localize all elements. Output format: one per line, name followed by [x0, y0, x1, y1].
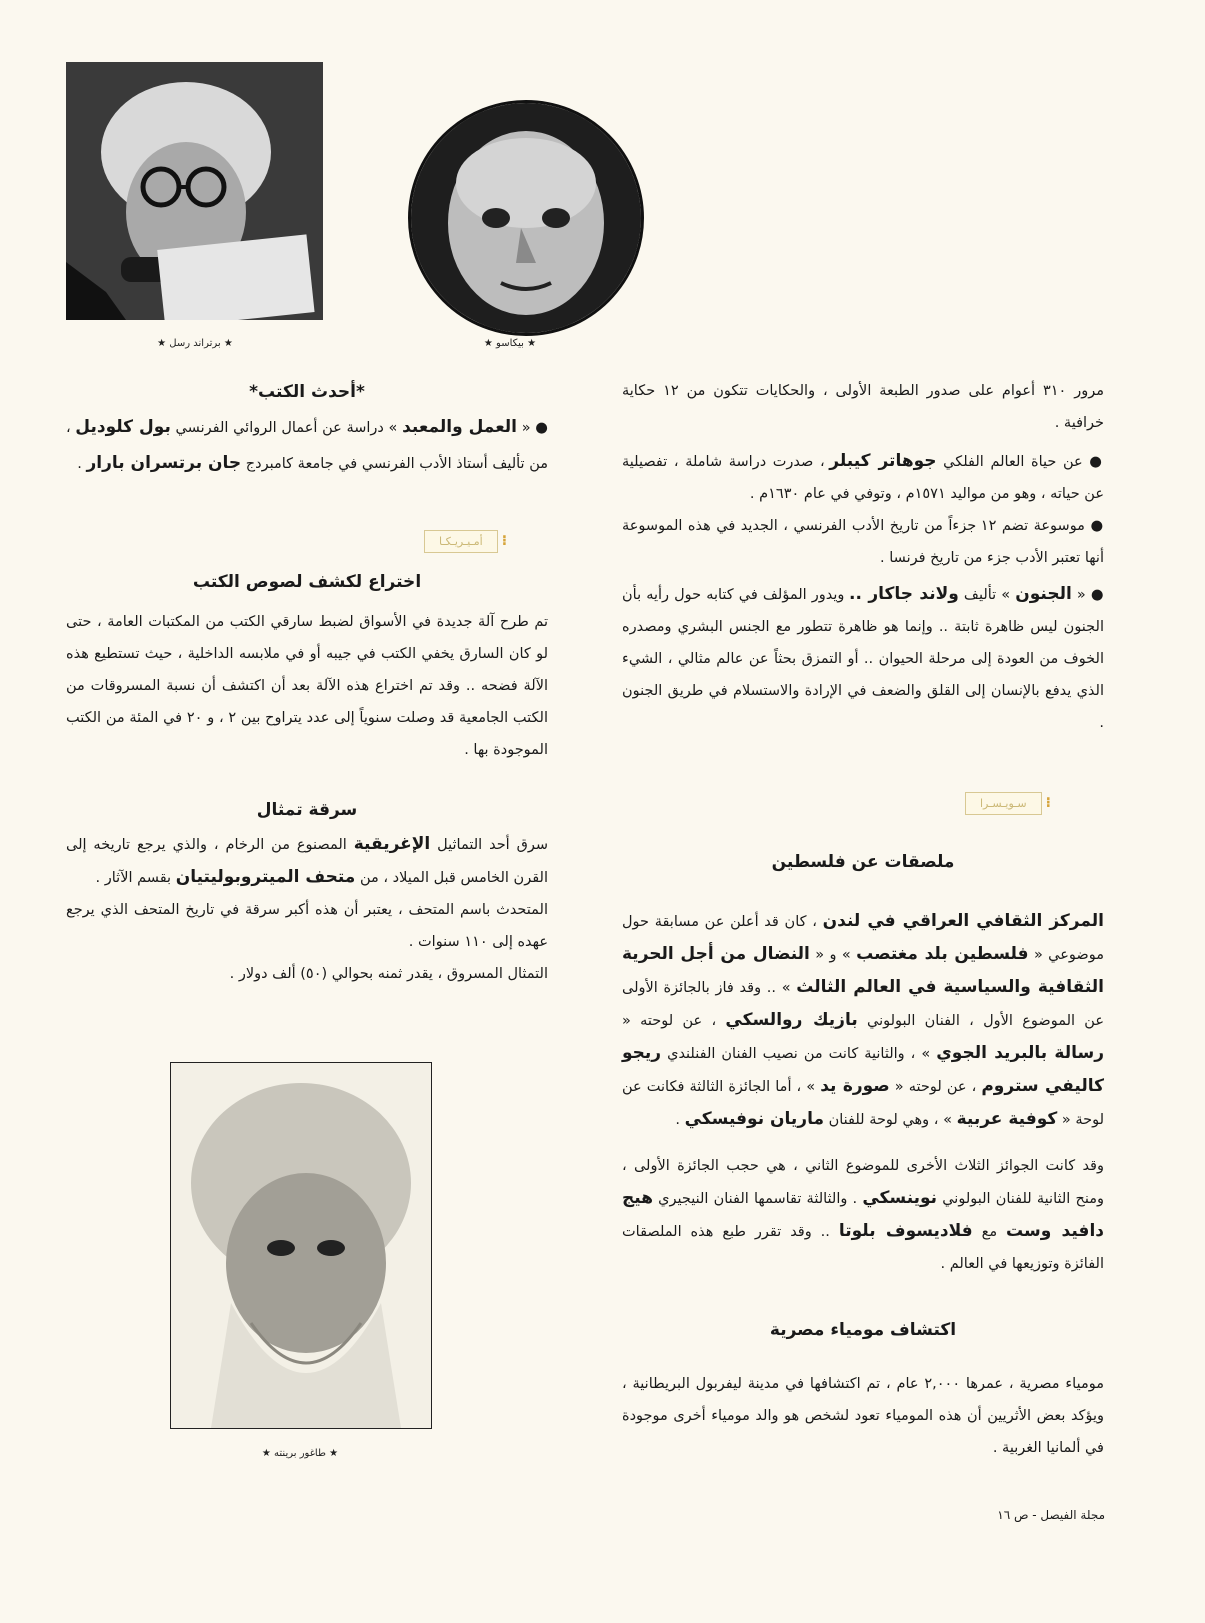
- paragraph-statue-theft: سرق أحد التماثيل الإغريقية المصنوع من الرخام ، والذي يرجع تاريخه إلى القرن الخامس قبل الميلاد ، من متحف الميتروبوليتيان بقسم الآثار .: [66, 834, 548, 887]
- paragraph-books: ● « العمل والمعبد » دراسة عن أعمال الروائي الفرنسي بول كلوديل ، من تأليف أستاذ الأدب الفرنسي في جامعة كامبردج جان برتسران بارار .: [66, 417, 548, 473]
- russell-photo: [66, 62, 323, 320]
- paragraph-kepler: ● عن حياة العالم الفلكي جوهاتر كيبلر ، صدرت دراسة شاملة ، تفصيلية عن حياته ، وهو من مواليد ١٥٧١م ، وتوفي في عام ١٦٣٠م .: [622, 451, 1104, 502]
- posters-title: ملصقات عن فلسطين: [771, 852, 955, 872]
- picasso-photo: [408, 100, 644, 336]
- mummy-body: [622, 1368, 1104, 1464]
- paragraph-statue-spokesman: المتحدث باسم المتحف ، يعتبر أن هذه أكبر سرقة في تاريخ المتحف الذي يرجع عهده إلى ١١٠ سنوات .: [66, 902, 548, 950]
- statue-body: [66, 828, 548, 990]
- tagore-photo: [170, 1062, 432, 1429]
- posters-body: [622, 905, 1104, 1280]
- paragraph-posters-second: وقد كانت الجوائز الثلاث الأخرى للموضوع الثاني ، هي حجب الجائزة الأولى ، ومنح الثانية للفنان البولوني نوينسكي . والثالثة تقاسمها الفنان النيجيري هيج دافيد وست مع فلاديسوف بلوتا .. وقد تقرر طبع هذه الملصقات الفائزة وتوزيعها في العالم .: [622, 1158, 1104, 1272]
- paragraph-encyclopedia: ● موسوعة تضم ١٢ جزءاً من تاريخ الأدب الفرنسي ، الجديد في هذه الموسوعة أنها تعتبر الأدب جزء من تاريخ فرنسا .: [622, 518, 1104, 566]
- paragraph-invention: تم طرح آلة جديدة في الأسواق لضبط سارقي الكتب من المكتبات العامة ، حتى لو كان السارق يخفي الكتب في جيبه أو في ملابسه الداخلية ، حيث تستطيع هذه الآلة فضحه .. وقد تم اختراع هذه الآلة بعد أن اكتشف أن نسبة المسروقات من الكتب الجامعية قد وصلت سنوياً إلى عدد يتراوح بين ٢ ، و ٢٠ في المئة من الكتب الموجودة بها .: [66, 614, 548, 758]
- switzerland-tag: ⁝سـويـسـرا: [965, 792, 1051, 815]
- page-folio: مجلة الفيصل - ص ١٦: [997, 1508, 1105, 1522]
- paragraph-posters-winners: المركز الثقافي العراقي في لندن ، كان قد أعلن عن مسابقة حول موضوعي « فلسطين بلد مغتصب » و « النضال من أجل الحرية الثقافية والسياسية في العالم الثالث » .. وقد فاز بالجائزة الأولى عن الموضوع الأول ، الفنان البولوني بازيك روالسكي ، عن لوحته « رسالة بالبريد الجوي » ، والثانية كانت من نصيب الفنان الفنلندي ريجو كاليفي ستروم ، عن لوحته « صورة يد » ، أما الجائزة الثالثة فكانت عن لوحة « كوفية عربية » ، وهي لوحة للفنان ماريان نوفيسكي .: [622, 911, 1105, 1129]
- right-column: [622, 375, 1104, 739]
- america-tag: ⁝أمـيـريـكـا: [424, 530, 507, 553]
- mummy-title: اكتشاف مومياء مصرية: [769, 1320, 957, 1340]
- paragraph-mummy: مومياء مصرية ، عمرها ٢,٠٠٠ عام ، تم اكتشافها في مدينة ليفربول البريطانية ، ويؤكد بعض الأثريين أن هذه المومياء تعود لشخص هو والد مومياء أخرى موجودة في ألمانيا الغربية .: [622, 1376, 1104, 1456]
- picasso-caption: ★ بيكاسو ★: [483, 338, 537, 349]
- paragraph-madness: ● « الجنون » تأليف ولاند جاكار .. ويدور المؤلف في كتابه حول رأيه بأن الجنون ليس ظاهرة ثابتة .. وإنما هو ظاهرة تتطور مع الجنس البشري ومصدره الخوف من العودة إلى مرحلة الحيوان .. أو التمزق بحثاً عن عالم مثالي ، الشيء الذي يدفع بالإنسان إلى القلق والضعف في الإرادة والاستسلام في طريق الجنون .: [622, 584, 1105, 731]
- statue-title: سرقة تمثال: [256, 800, 358, 820]
- tagore-caption: ★ طاغور برينته ★: [261, 1448, 339, 1459]
- invention-title: اختراع لكشف لصوص الكتب: [192, 572, 422, 592]
- paragraph-statue-value: التمثال المسروق ، يقدر ثمنه بحوالي (٥٠) ألف دولار .: [229, 966, 548, 982]
- books-title: *أحدث الكتب*: [249, 382, 365, 402]
- russell-caption: ★ برتراند رسل ★: [157, 338, 233, 349]
- books-body: [66, 410, 548, 482]
- invention-body: [66, 606, 548, 766]
- paragraph-tales: مرور ٣١٠ أعوام على صدور الطبعة الأولى ، والحكايات تتكون من ١٢ حكاية خرافية .: [622, 383, 1105, 431]
